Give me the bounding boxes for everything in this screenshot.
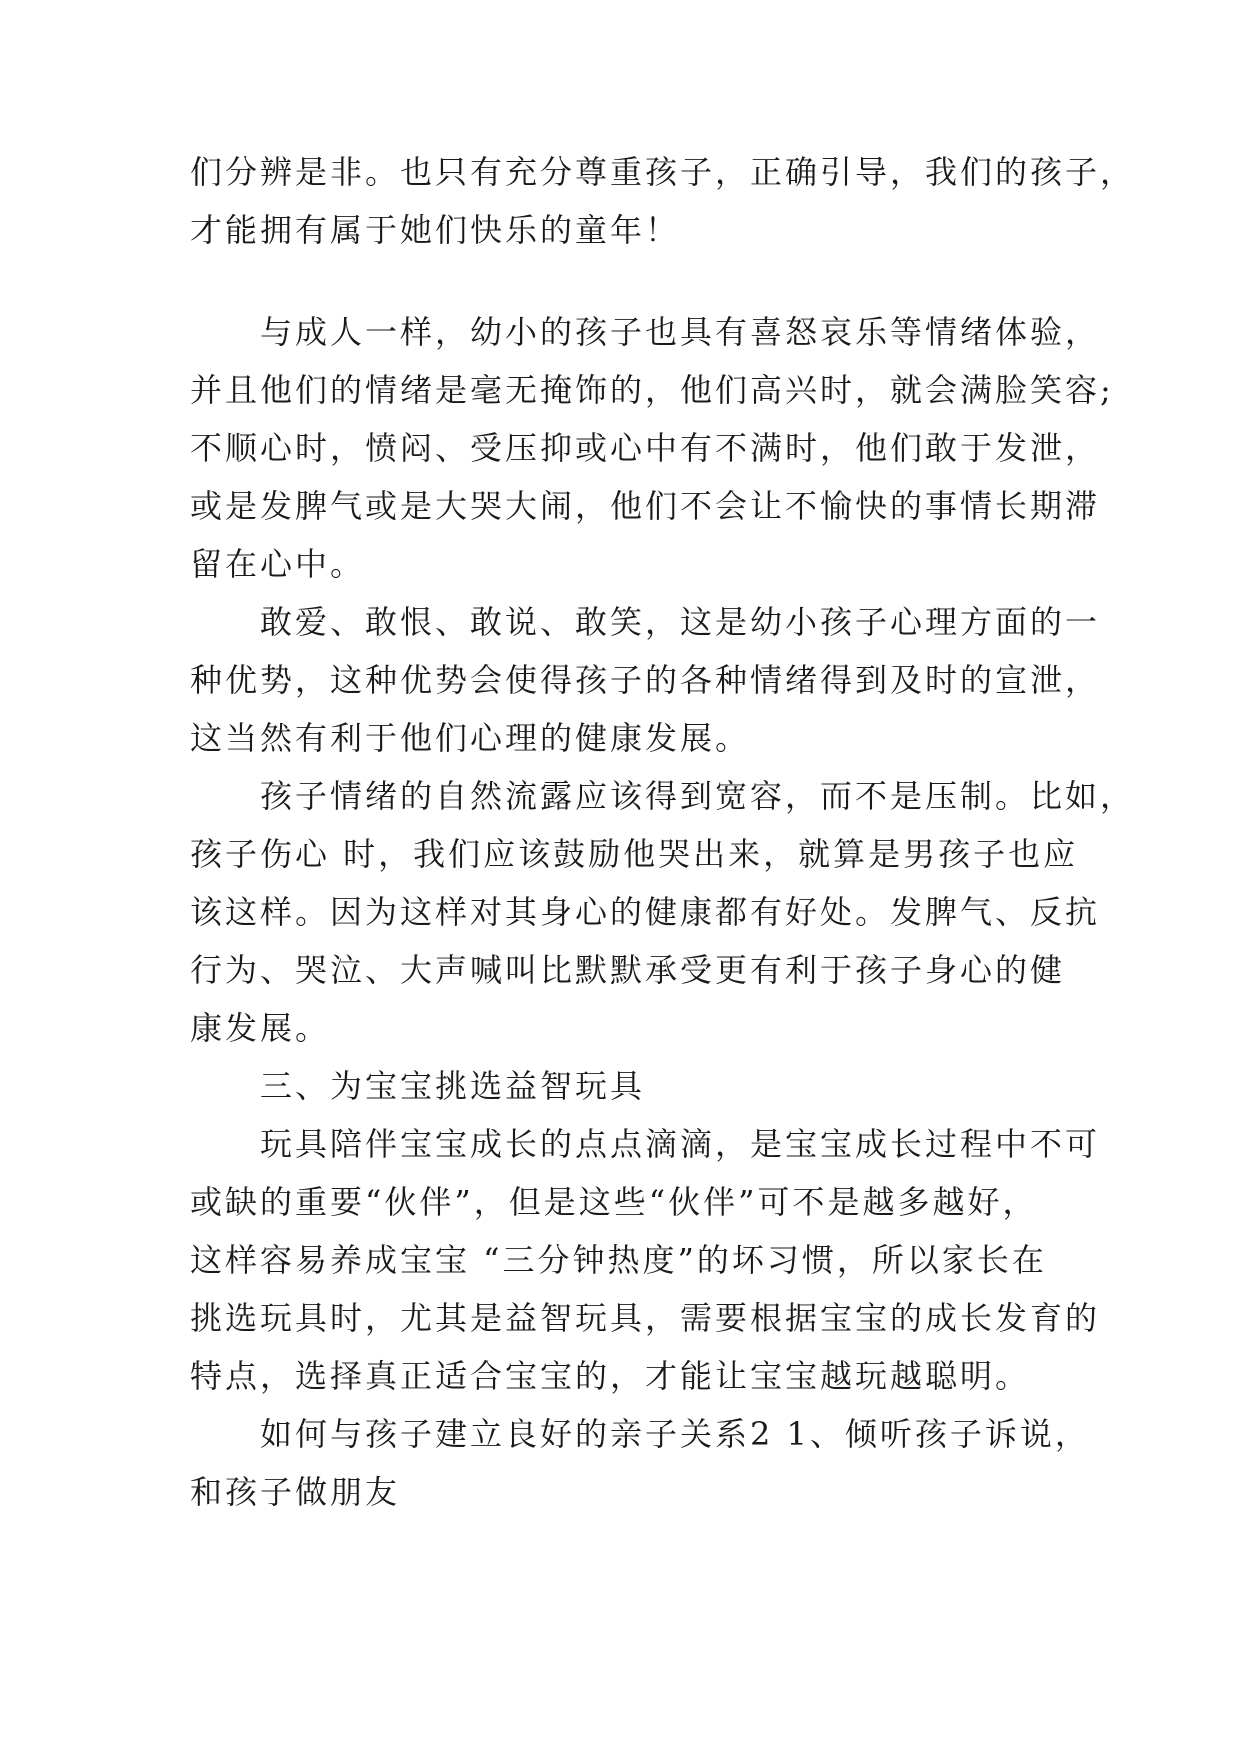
text-line: 留在心中。 xyxy=(190,545,366,583)
text-line: 康发展。 xyxy=(190,1009,331,1047)
text-line: 并且他们的情绪是毫无掩饰的，他们高兴时，就会满脸笑容; xyxy=(190,371,1114,409)
heading-text: 三、为宝宝挑选益智玩具 xyxy=(260,1067,646,1105)
text-line: 才能拥有属于她们快乐的童年！ xyxy=(190,211,681,249)
text-line: 与成人一样，幼小的孩子也具有喜怒哀乐等情绪体验， xyxy=(260,313,1101,351)
section-heading xyxy=(190,1057,1060,1115)
text-line: 不顺心时，愤闷、受压抑或心中有不满时，他们敢于发泄， xyxy=(190,429,1101,467)
text-line: 种优势，这种优势会使得孩子的各种情绪得到及时的宣泄， xyxy=(190,661,1101,699)
text-line: 玩具陪伴宝宝成长的点点滴滴，是宝宝成长过程中不可 xyxy=(260,1125,1101,1163)
paragraph-5 xyxy=(190,1115,1101,1405)
text-line: 行为、哭泣、大声喊叫比默默承受更有利于孩子身心的健 xyxy=(190,951,1066,989)
text-line: 们分辨是非。也只有充分尊重孩子，正确引导，我们的孩子， xyxy=(190,153,1136,191)
text-line: 敢爱、敢恨、敢说、敢笑，这是幼小孩子心理方面的一 xyxy=(260,603,1101,641)
text-line: 挑选玩具时，尤其是益智玩具，需要根据宝宝的成长发育的 xyxy=(190,1299,1101,1337)
text-line: 这样容易养成宝宝 “三分钟热度”的坏习惯，所以家长在 xyxy=(190,1241,1047,1279)
paragraph-3 xyxy=(190,593,1101,767)
text-line: 和孩子做朋友 xyxy=(190,1473,401,1511)
text-line: 该这样。因为这样对其身心的健康都有好处。发脾气、反抗 xyxy=(190,893,1101,931)
paragraph-1 xyxy=(190,143,1136,259)
paragraph-4 xyxy=(190,767,1136,1057)
text-line: 特点，选择真正适合宝宝的，才能让宝宝越玩越聪明。 xyxy=(190,1357,1031,1395)
paragraph-2 xyxy=(190,303,1114,593)
text-line: 孩子伤心 时，我们应该鼓励他哭出来，就算是男孩子也应 xyxy=(190,835,1079,873)
paragraph-6 xyxy=(190,1405,1090,1521)
text-line: 这当然有利于他们心理的健康发展。 xyxy=(190,719,751,757)
text-line: 孩子情绪的自然流露应该得到宽容，而不是压制。比如， xyxy=(260,777,1136,815)
text-line: 或是发脾气或是大哭大闹，他们不会让不愉快的事情长期滞 xyxy=(190,487,1101,525)
text-line: 或缺的重要“伙伴”，但是这些“伙伴”可不是越多越好， xyxy=(190,1183,1038,1221)
text-line: 如何与孩子建立良好的亲子关系2 1、倾听孩子诉说， xyxy=(260,1415,1090,1453)
